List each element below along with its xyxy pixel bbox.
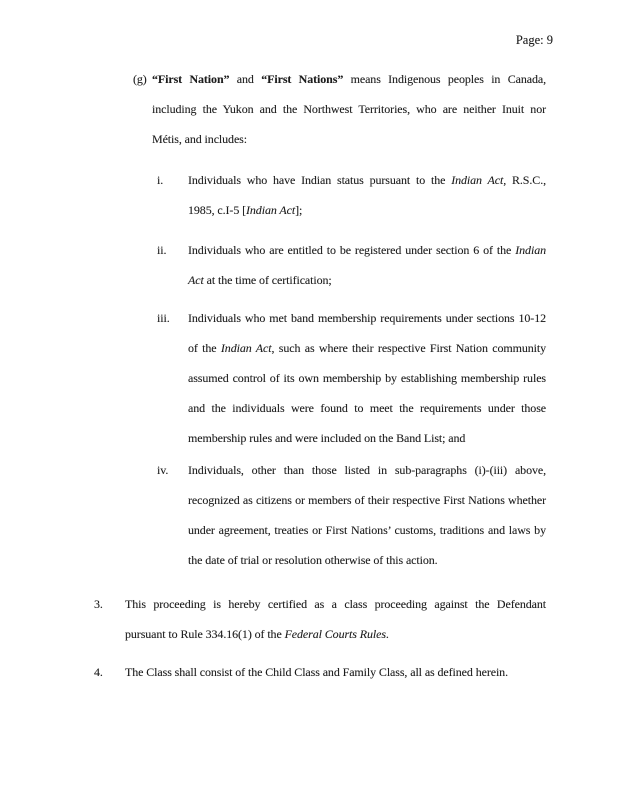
list-item-iv <box>157 455 546 575</box>
text-run: recognized as citizens or members of their respective First Nations whether <box>188 493 546 507</box>
text-line <box>188 485 546 515</box>
text-run: and <box>229 72 262 86</box>
text-run: Individuals who are entitled to be registered under section 6 of the <box>188 243 516 257</box>
text-line <box>188 333 546 363</box>
text-run: Federal Courts Rules <box>284 627 386 641</box>
text-line <box>188 455 546 485</box>
text-line <box>188 235 546 265</box>
text-run: “First Nations” <box>261 72 344 86</box>
list-marker: 4. <box>94 665 103 679</box>
text-line <box>188 265 546 295</box>
text-run: Métis, and includes: <box>152 132 247 146</box>
text-run: . <box>385 627 389 641</box>
text-run: Individuals who have Indian status pursuant to the <box>188 173 452 187</box>
text-line <box>152 64 546 94</box>
list-marker: (g) <box>133 72 147 86</box>
text-run: including the Yukon and the Northwest Territories, who are neither Inuit nor <box>152 102 546 116</box>
text-line <box>188 165 546 195</box>
text-run: at the time of certification; <box>203 273 332 287</box>
text-run: Individuals who met band membership requirements under sections 10-12 <box>188 311 546 325</box>
text-run: under agreement, treaties or First Nations’ customs, traditions and laws by <box>188 523 546 537</box>
text-run: 1985, c.I-5 [ <box>188 203 247 217</box>
text-run: and the individuals were found to meet the requirements under those <box>188 401 546 415</box>
text-line <box>188 545 546 575</box>
text-line <box>152 124 546 154</box>
order-paragraph-4 <box>94 657 546 687</box>
text-line <box>188 515 546 545</box>
text-run: Indian Act <box>220 341 272 355</box>
text-run: of the <box>188 341 221 355</box>
text-line <box>188 363 546 393</box>
text-run: Act <box>188 273 204 287</box>
definition-paragraph-g <box>133 64 547 154</box>
text-run: This proceeding is hereby certified as a class proceeding against the Defendant <box>125 597 546 611</box>
text-line <box>188 393 546 423</box>
text-run: means Indigenous peoples in Canada, <box>343 72 547 86</box>
text-run: , such as where their respective First Nation community <box>271 341 546 355</box>
list-marker: 3. <box>94 597 103 611</box>
text-run: Indian <box>515 243 546 257</box>
list-marker: iv. <box>157 463 169 477</box>
text-line <box>188 423 546 453</box>
text-run: The Class shall consist of the Child Class and Family Class, all as defined herein. <box>125 665 508 679</box>
text-run: Indian Act <box>451 173 504 187</box>
list-marker: ii. <box>157 243 167 257</box>
text-run: ]; <box>295 203 303 217</box>
text-run: pursuant to Rule 334.16(1) of the <box>125 627 285 641</box>
list-item-ii <box>157 235 546 295</box>
text-line <box>125 657 546 687</box>
list-marker: iii. <box>157 311 170 325</box>
text-run: “First Nation” <box>152 72 230 86</box>
text-run: membership rules and were included on the Band List; and <box>188 431 466 445</box>
text-line <box>188 195 546 225</box>
list-item-i <box>157 165 546 225</box>
text-line <box>125 589 546 619</box>
text-run: the date of trial or resolution otherwise of this action. <box>188 553 438 567</box>
text-run: Individuals, other than those listed in sub-paragraphs (i)-(iii) above, <box>188 463 546 477</box>
text-line <box>152 94 546 124</box>
order-paragraph-3 <box>94 589 546 649</box>
list-item-iii <box>157 303 546 453</box>
text-run: assumed control of its own membership by establishing membership rules <box>188 371 546 385</box>
page-number-header: Page: 9 <box>515 33 553 47</box>
text-line <box>125 619 546 649</box>
text-run: Indian Act <box>246 203 296 217</box>
text-run: , R.S.C., <box>503 173 546 187</box>
text-line <box>188 303 546 333</box>
list-marker: i. <box>157 173 164 187</box>
